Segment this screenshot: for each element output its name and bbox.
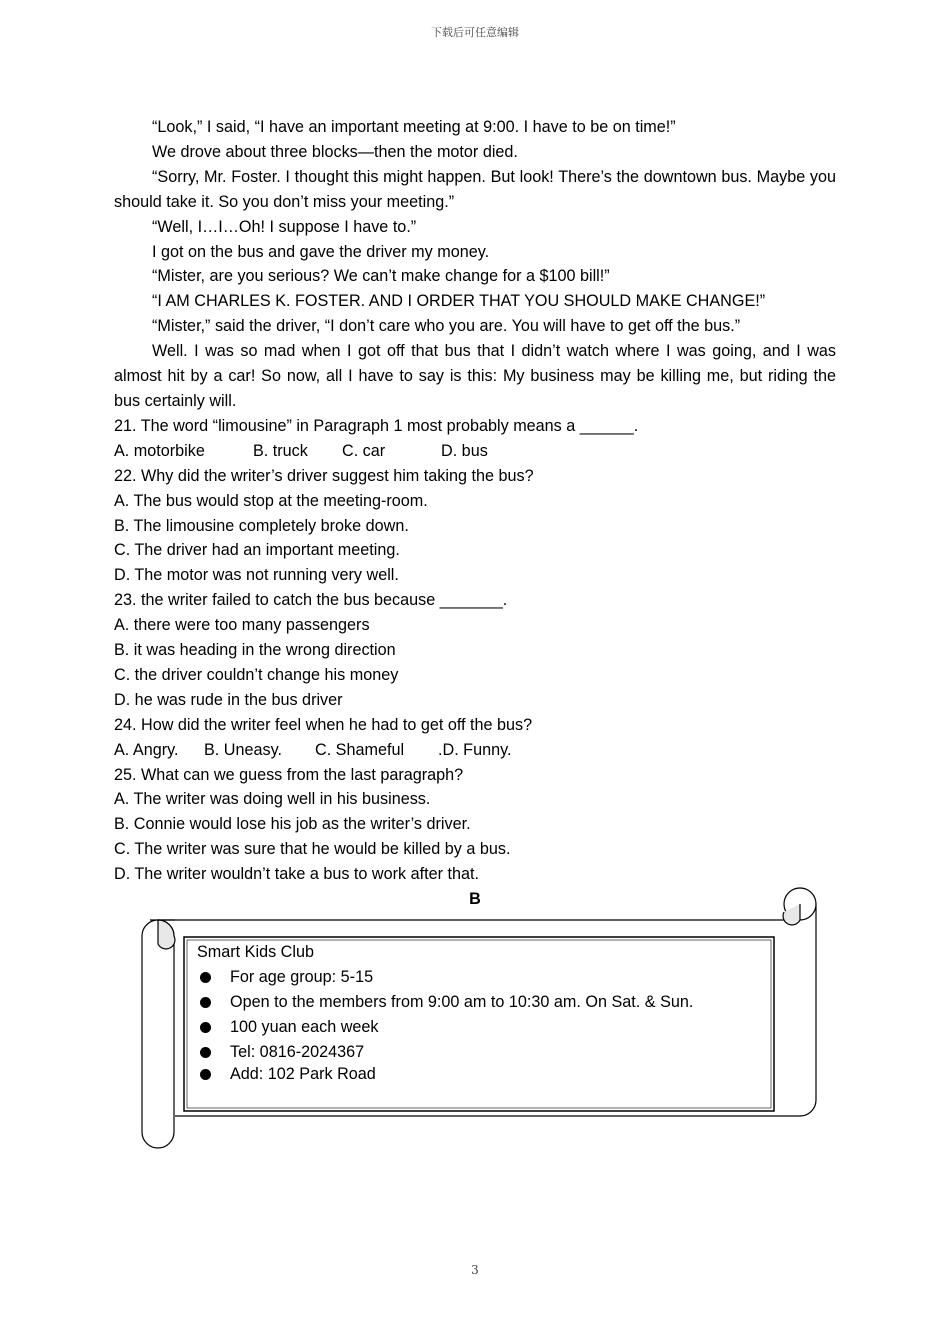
list-item: Open to the members from 9:00 am to 10:30 am. On Sat. & Sun. [197,990,693,1015]
option: A. The writer was doing well in his business. [114,790,431,809]
option: C. The writer was sure that he would be killed by a bus. [114,840,511,859]
page-number: 3 [471,1263,479,1277]
question-23-stem: 23. the writer failed to catch the bus because _______. [114,591,508,610]
passage-line: I got on the bus and gave the driver my money. [152,242,490,261]
option: C. The driver had an important meeting. [114,541,400,560]
passage-line: We drove about three blocks—then the motor died. [152,142,518,161]
option: B. The limousine completely broke down. [114,516,409,535]
list-item: For age group: 5-15 [197,965,693,990]
option: D. The writer wouldn’t take a bus to work after that. [114,865,479,884]
passage-line: “Well, I…I…Oh! I suppose I have to.” [152,217,417,236]
option: B. Connie would lose his job as the writer’s driver. [114,815,471,834]
option: A. Angry. [114,740,179,759]
option: D. he was rude in the bus driver [114,690,343,709]
option: C. the driver couldn’t change his money [114,665,399,684]
bullet-icon [200,997,211,1008]
section-b-label: B [469,890,481,909]
question-24-stem: 24. How did the writer feel when he had to get off the bus? [114,715,533,734]
option: A. The bus would stop at the meeting-room. [114,491,428,510]
passage-line: “Look,” I said, “I have an important meeting at 9:00. I have to be on time!” [152,118,676,136]
option: C. car [342,441,386,460]
bullet-icon [200,1047,211,1058]
option: D. The motor was not running very well. [114,566,399,585]
option: C. Shameful [315,740,405,759]
option: D. bus [441,441,488,460]
list-item: Tel: 0816-2024367 [197,1040,693,1065]
passage-line: Well. I was so mad when I got off that bus that I didn’t watch where I was going, and I was almost hit by a car! So now, all I have to say is this: My business may be killing me, but riding the bus certainly will. [114,342,836,410]
passage-line: “I AM CHARLES K. FOSTER. AND I ORDER THAT YOU SHOULD MAKE CHANGE!” [152,292,766,311]
option: .D. Funny. [438,740,512,759]
option: B. it was heading in the wrong direction [114,641,396,660]
option: A. there were too many passengers [114,616,370,635]
bullet-icon [200,1069,211,1080]
option: A. motorbike [114,441,205,460]
club-ad-box [184,937,774,1111]
bullet-icon [200,1022,211,1033]
question-21-stem: 21. The word “limousine” in Paragraph 1 most probably means a ______. [114,416,639,435]
list-item: Add: 102 Park Road [197,1062,693,1087]
club-info-list [197,965,693,1086]
option: B. Uneasy. [204,740,282,759]
question-22-stem: 22. Why did the writer’s driver suggest him taking the bus? [114,466,534,485]
option: B. truck [253,441,308,460]
page-header: 下载后可任意编辑 [431,26,519,39]
passage-line: “Sorry, Mr. Foster. I thought this might happen. But look! There’s the downtown bus. Maybe you should take it. So you don’t miss your meeting.” [114,167,836,211]
passage-line: “Mister, are you serious? We can’t make change for a $100 bill!” [152,267,610,286]
club-title: Smart Kids Club [197,943,314,961]
question-25-stem: 25. What can we guess from the last paragraph? [114,765,464,784]
list-item: 100 yuan each week [197,1015,693,1040]
bullet-icon [200,972,211,983]
passage-line: “Mister,” said the driver, “I don’t care who you are. You will have to get off the bus.” [152,317,741,336]
